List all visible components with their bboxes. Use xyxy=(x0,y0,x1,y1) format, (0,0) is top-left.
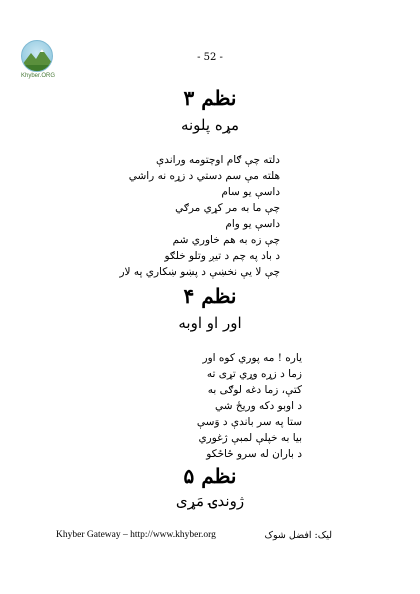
verse-line: چې زه به هم خاوري شم xyxy=(172,234,280,246)
verse-line: د اوبو دکه وريځ شي xyxy=(214,400,302,412)
poem4-title: نظم ۴ xyxy=(183,284,237,308)
verse-line: د باد په چم د تيږ وتلو خلګو xyxy=(164,250,280,262)
poem3-subtitle: مړه پلونه xyxy=(180,116,240,134)
poem5-title: نظم ۵ xyxy=(183,464,237,488)
verse-line: داسې يو سام xyxy=(221,186,280,198)
poem4-subtitle: اور او اوبه xyxy=(178,314,242,332)
verse-line: دلته چې ګام اوچتومه وراندې xyxy=(155,154,280,166)
footer-site-link[interactable]: Khyber Gateway – http://www.khyber.org xyxy=(56,530,216,540)
verse-line: چې لا يې نخښې د پښو ښکاري په لار xyxy=(119,266,280,278)
verse-line: زما د زړه وړي تړی ته xyxy=(206,368,302,380)
poem3-title: نظم ۳ xyxy=(183,86,237,110)
verse-line: داسې يو وام xyxy=(225,218,280,230)
logo-caption: Khyber.ORG xyxy=(20,73,55,79)
verse-line: چې ما به مر کړي مرګي xyxy=(175,202,280,214)
verse-line: هلته مې سم دستي د زړه نه راشي xyxy=(128,170,280,182)
verse-line: ياره ! مه پوري کوه اور xyxy=(202,352,302,364)
footer-author: ليک: افضل شوک xyxy=(264,530,332,541)
poem5-subtitle: ژوندۍ مَړی xyxy=(175,492,245,510)
verse-line: د باران له سرو ځاځکو xyxy=(206,448,302,460)
site-logo xyxy=(14,40,56,86)
verse-line: بيا به خپلې لمبې ژغوري xyxy=(198,432,302,444)
poem3-verse xyxy=(119,152,280,280)
poem4-verse xyxy=(197,350,302,462)
verse-line: کتې، زما دغه لوګی به xyxy=(207,384,302,396)
verse-line: ستا په سر باندې د وَسې xyxy=(196,416,302,428)
page-number: - 52 - xyxy=(197,52,223,63)
